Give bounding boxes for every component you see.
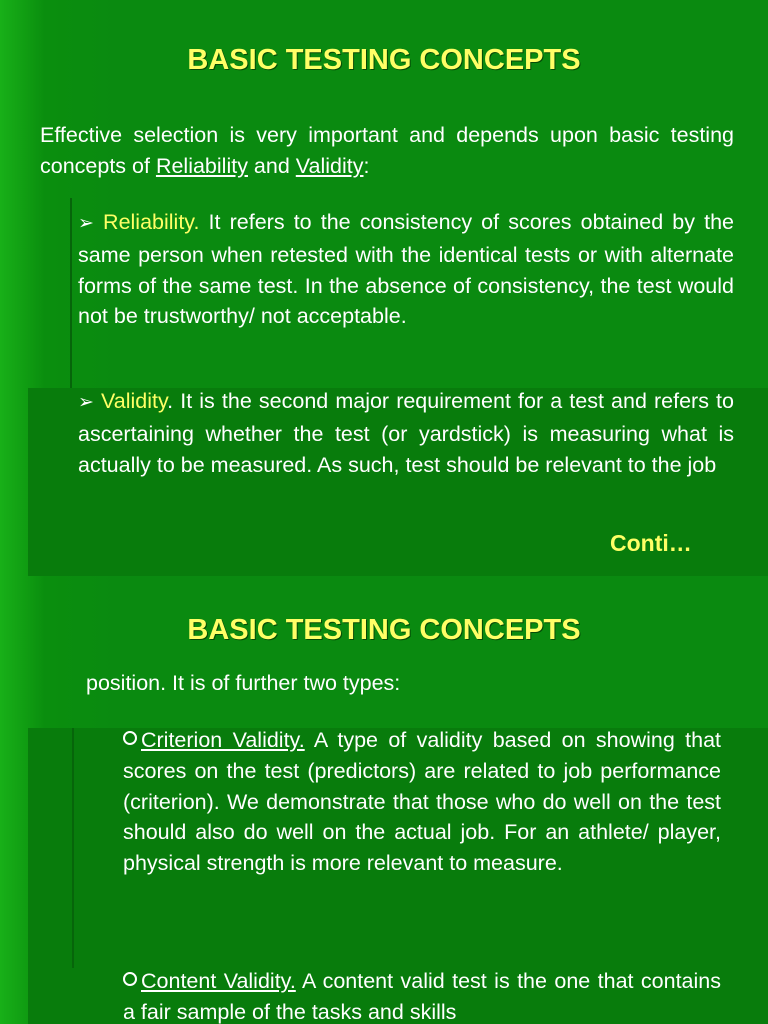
page-title: BASIC TESTING CONCEPTS — [187, 44, 581, 76]
item-text: A content valid test is the one that contains a fair sample of the tasks and skills — [123, 969, 721, 1024]
ring-bullet-icon — [123, 972, 137, 986]
intro-paragraph: Effective selection is very important and depends upon basic testing concepts of Reliability and Validity: — [40, 123, 734, 178]
reliability-term: Reliability — [155, 153, 248, 178]
validity-term: Validity — [295, 153, 364, 178]
bullet-text: . It is the second major requirement for a test and refers to ascertaining whether the test (or yardstick) is measuring what is actually to be measured. As such, test should be relevant to the job — [78, 389, 734, 477]
arrow-bullet-icon: ➢ — [78, 213, 94, 234]
ring-bullet-icon — [123, 731, 137, 745]
intro-text: Effective selection is very important and depends upon basic testing concepts of — [40, 123, 734, 178]
divider-line — [72, 728, 74, 968]
bullet-text: It refers to the consistency of scores obtained by the same person when retested with the identical tests or with alternate forms of the same test. In the absence of consistency, the test would not be trustworthy/ not acceptable. — [78, 210, 734, 329]
item-text: A type of validity based on showing that scores on the test (predictors) are related to job performance (criterion). We demonstrate that those who do well on the test should also do well on the actual job. For an athlete/ player, physical strength is more relevant to measure. — [123, 728, 721, 876]
lead-paragraph: position. It is of further two types: — [86, 671, 401, 695]
bullet-validity — [78, 386, 734, 480]
divider-line — [70, 198, 72, 388]
slide-2 — [0, 576, 768, 1024]
item-criterion-validity — [123, 725, 721, 879]
page-title: BASIC TESTING CONCEPTS — [187, 614, 581, 646]
item-term: Content Validity. — [141, 969, 296, 993]
item-content-validity — [123, 966, 721, 1024]
bullet-reliability — [78, 207, 734, 332]
bullet-term: Validity — [101, 389, 168, 413]
item-term: Criterion Validity. — [141, 728, 305, 752]
bullet-term: Reliability. — [103, 210, 200, 234]
continued-label: Conti… — [610, 530, 692, 556]
arrow-bullet-icon: ➢ — [78, 392, 94, 413]
